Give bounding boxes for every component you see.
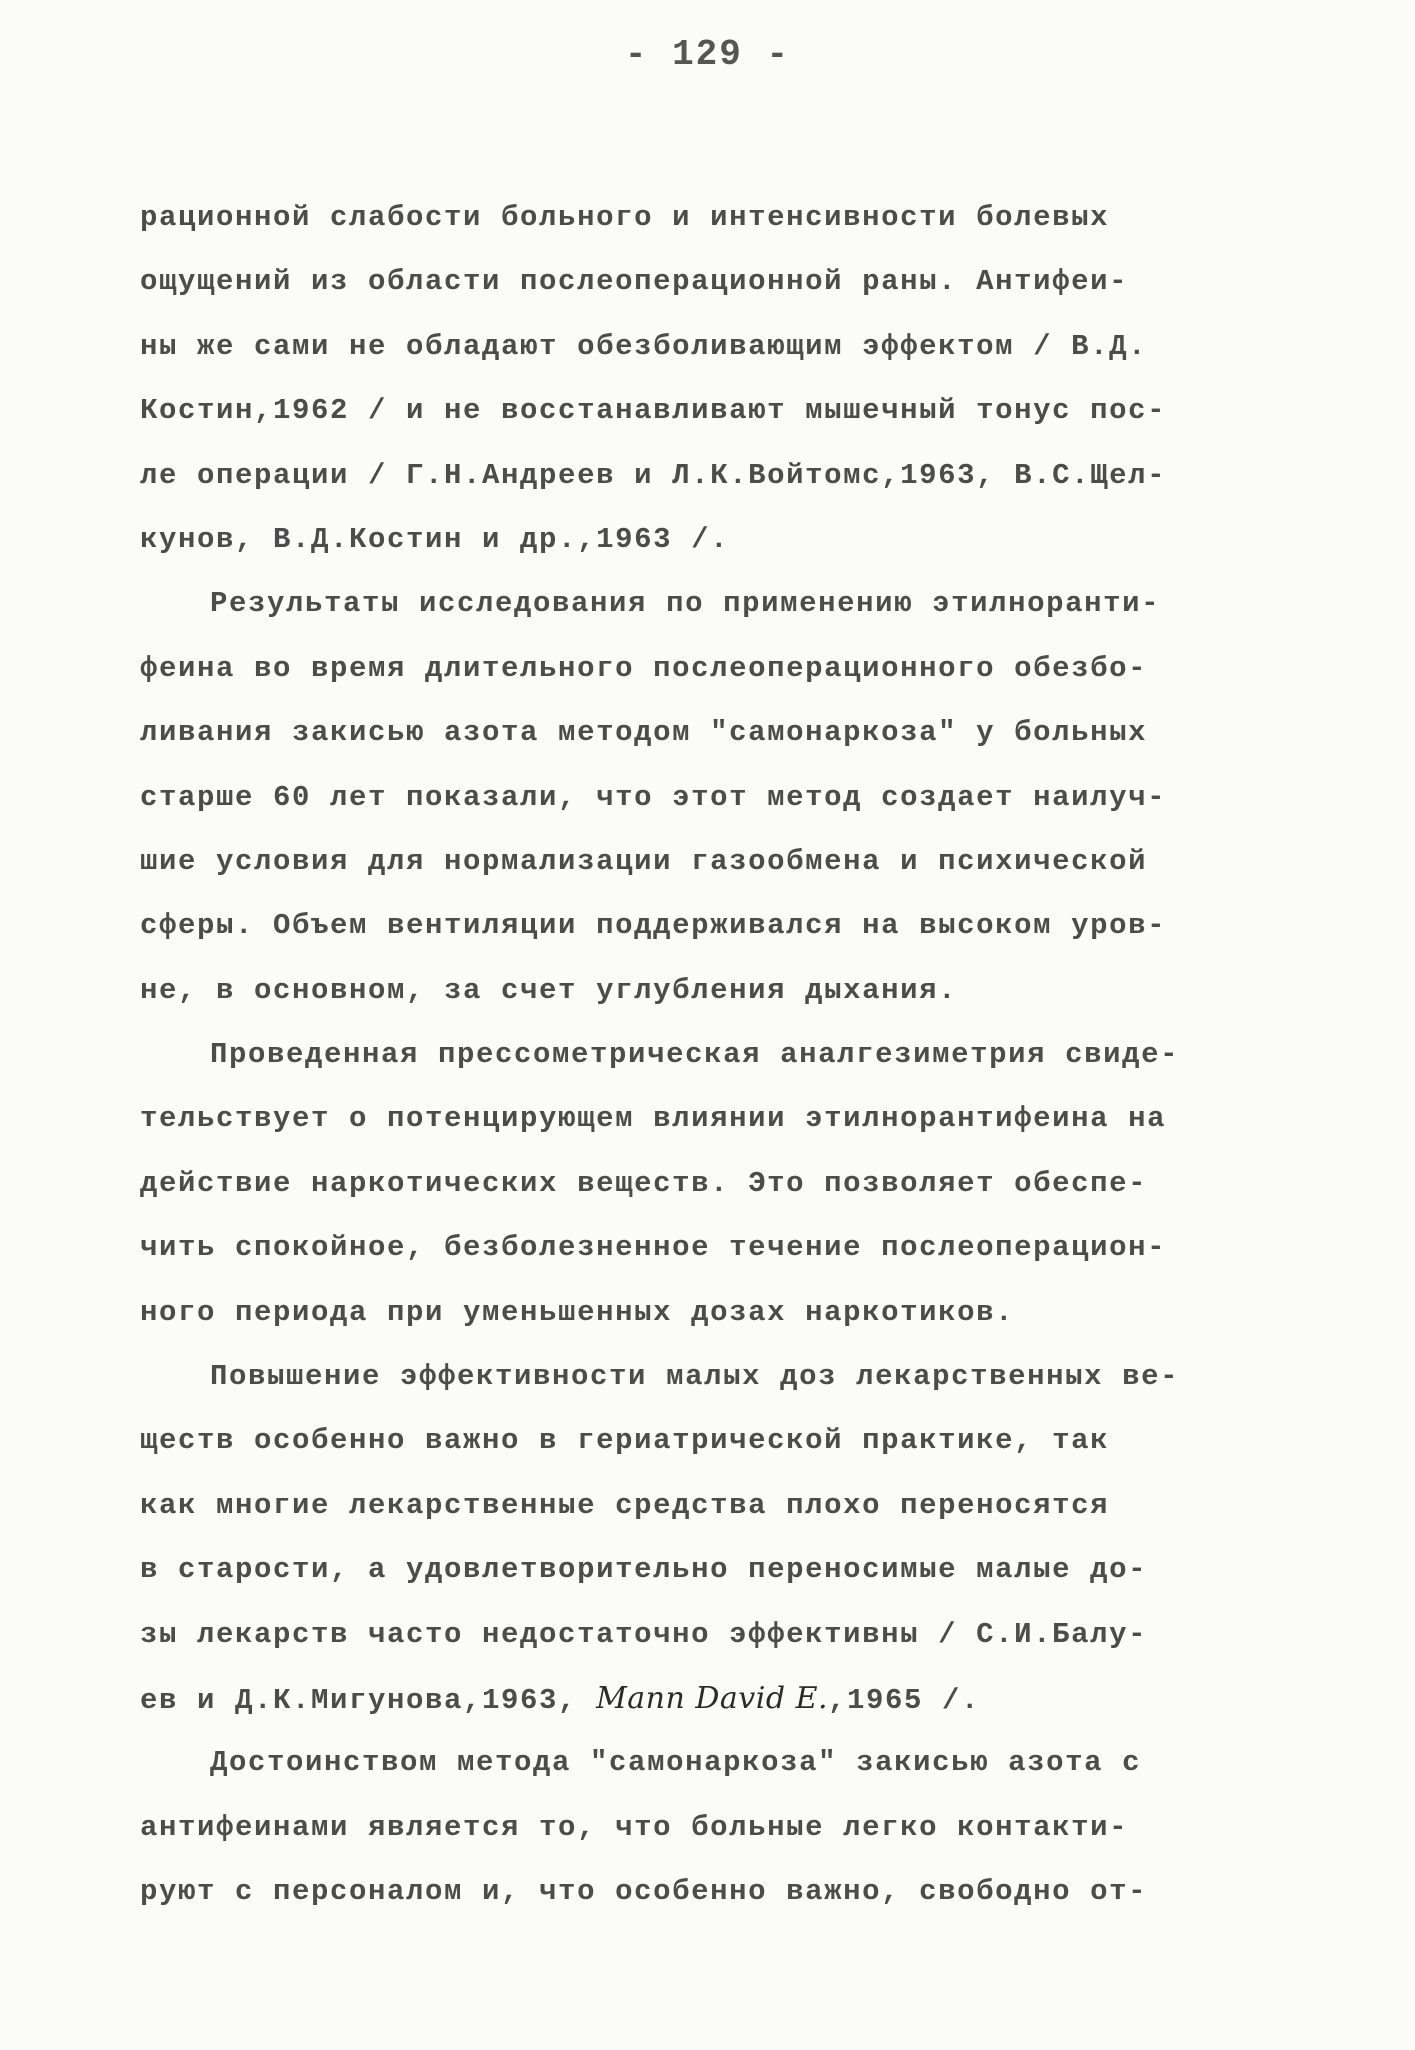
text-line: ливания закисью азота методом "самонаркоза" у больных bbox=[140, 716, 1148, 750]
text-segment: ,1965 /. bbox=[828, 1683, 981, 1717]
paragraph-first-line: Проведенная прессометрическая аналгезиметрия свиде- bbox=[210, 1038, 1180, 1072]
text-line: ле операции / Г.Н.Андреев и Л.К.Войтомс,1963, В.С.Щел- bbox=[140, 458, 1167, 492]
paragraph-first-line: Повышение эффективности малых доз лекарственных ве- bbox=[210, 1360, 1180, 1394]
text-line: ного периода при уменьшенных дозах наркотиков. bbox=[140, 1295, 1015, 1329]
text-line: рационной слабости больного и интенсивности болевых bbox=[140, 201, 1110, 234]
text-line: феина во время длительного послеоперационного обезбо- bbox=[140, 651, 1148, 685]
text-line: действие наркотических веществ. Это позволяет обеспе- bbox=[140, 1166, 1148, 1200]
text-line: зы лекарств часто недостаточно эффективны / С.И.Балу- bbox=[140, 1617, 1148, 1651]
text-line: в старости, а удовлетворительно переносимые малые до- bbox=[140, 1553, 1148, 1587]
page-number: - 129 - bbox=[624, 34, 791, 75]
text-segment: ев и Д.К.Мигунова,1963, bbox=[140, 1683, 597, 1717]
paragraph-first-line: Результаты исследования по применению этилноранти- bbox=[210, 587, 1161, 621]
text-line: не, в основном, за счет углубления дыхания. bbox=[140, 973, 958, 1007]
text-line: сферы. Объем вентиляции поддерживался на высоком уров- bbox=[140, 909, 1167, 943]
text-line: тельствует о потенцирующем влиянии этилнорантифеина на bbox=[140, 1102, 1167, 1136]
text-line: кунов, В.Д.Костин и др.,1963 /. bbox=[140, 522, 730, 556]
handwritten-insertion: Mann David E. bbox=[596, 1680, 829, 1716]
text-line: старше 60 лет показали, что этот метод создает наилуч- bbox=[140, 780, 1167, 814]
text-line: шие условия для нормализации газообмена и психической bbox=[140, 844, 1148, 878]
text-line: как многие лекарственные средства плохо переносятся bbox=[140, 1488, 1110, 1522]
text-line: Костин,1962 / и не восстанавливают мышечный тонус пос- bbox=[140, 394, 1167, 428]
text-line: чить спокойное, безболезненное течение послеоперацион- bbox=[140, 1231, 1167, 1265]
paragraph-first-line: Достоинством метода "самонаркоза" закисью азота с bbox=[210, 1746, 1142, 1780]
text-line: антифеинами является то, что больные легко контакти- bbox=[140, 1810, 1129, 1844]
text-line: руют с персоналом и, что особенно важно, свободно от- bbox=[140, 1875, 1148, 1909]
body-text bbox=[140, 186, 1300, 1925]
text-line: ществ особенно важно в гериатрической практике, так bbox=[140, 1424, 1110, 1458]
text-line-with-handwriting bbox=[140, 1667, 1300, 1731]
text-line: ощущений из области послеоперационной раны. Антифеи- bbox=[140, 265, 1129, 299]
text-line: ны же сами не обладают обезболивающим эффектом / В.Д. bbox=[140, 329, 1148, 363]
